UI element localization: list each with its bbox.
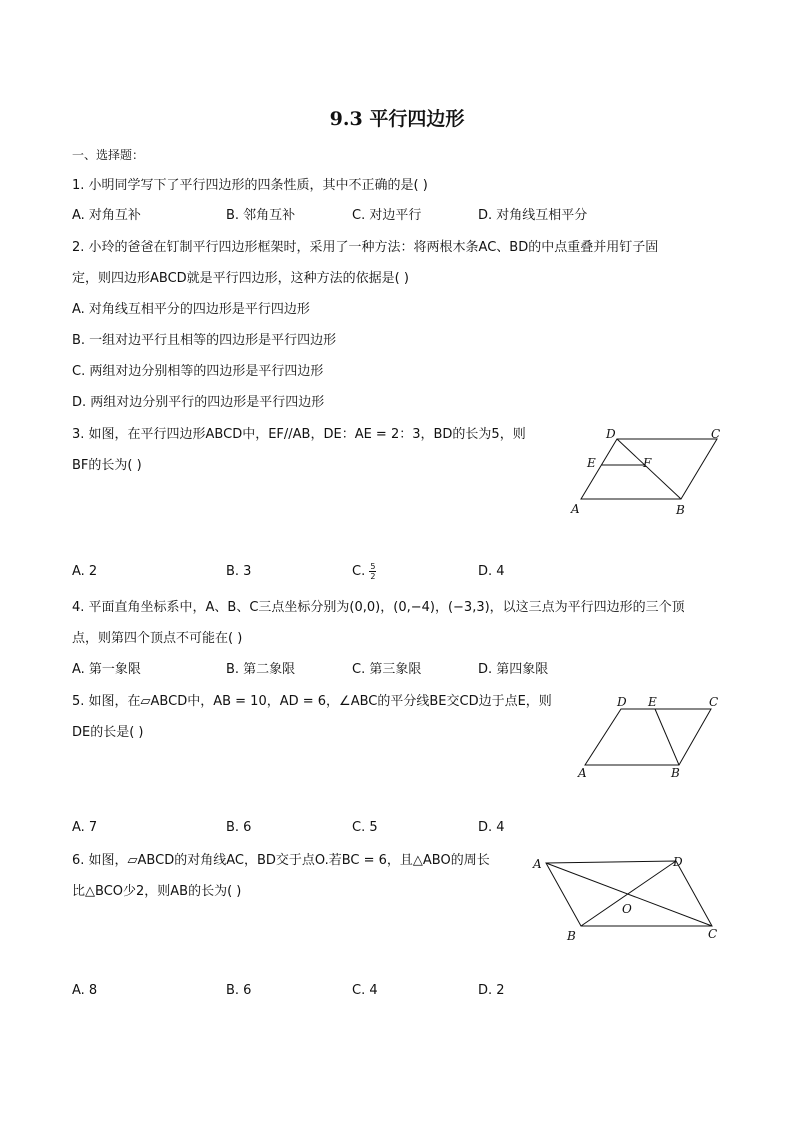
q6-diagonal-ac bbox=[546, 863, 712, 926]
q2-option-c[interactable]: C. 两组对边分别相等的四边形是平行四边形 bbox=[72, 364, 324, 379]
q5-bisector-be bbox=[655, 709, 679, 765]
q3-label-d: D bbox=[606, 427, 616, 441]
q6-option-d[interactable]: D. 2 bbox=[478, 983, 505, 998]
q6-label-a: A bbox=[533, 857, 542, 871]
q6-option-a[interactable]: A. 8 bbox=[72, 983, 98, 998]
q3-stem-line2: BF的长为( ) bbox=[72, 458, 142, 473]
page-title: 9.3 平行四边形 bbox=[329, 108, 465, 130]
q6-label-c: C bbox=[708, 927, 718, 941]
q5-label-d: D bbox=[617, 695, 627, 709]
q3-stem-line1: 3. 如图，在平行四边形ABCD中，EF//AB，DE：AE = 2：3，BD的长为5，则 bbox=[72, 427, 526, 442]
q3-fraction-denominator: 2 bbox=[370, 572, 376, 581]
q5-parallelogram-figure bbox=[570, 690, 730, 785]
q3-option-b[interactable]: B. 3 bbox=[226, 564, 252, 579]
q4-option-c[interactable]: C. 第三象限 bbox=[352, 662, 422, 677]
q5-option-d[interactable]: D. 4 bbox=[478, 820, 505, 835]
q5-label-c: C bbox=[709, 695, 719, 709]
q3-option-d[interactable]: D. 4 bbox=[478, 564, 505, 579]
q2-stem-line1: 2. 小玲的爸爸在钉制平行四边形框架时，采用了一种方法：将两根木条AC、BD的中点重叠并用钉子固 bbox=[72, 240, 659, 255]
q5-option-c[interactable]: C. 5 bbox=[352, 820, 378, 835]
q1-option-b[interactable]: B. 邻角互补 bbox=[226, 208, 296, 223]
q3-label-f: F bbox=[643, 456, 652, 470]
q4-option-d[interactable]: D. 第四象限 bbox=[478, 662, 549, 677]
q6-label-b: B bbox=[567, 929, 576, 943]
q5-label-e: E bbox=[648, 695, 657, 709]
section-heading: 一、选择题： bbox=[72, 148, 145, 162]
q2-option-a[interactable]: A. 对角线互相平分的四边形是平行四边形 bbox=[72, 302, 310, 317]
q4-option-a[interactable]: A. 第一象限 bbox=[72, 662, 141, 677]
q3-label-c: C bbox=[711, 427, 721, 441]
q5-option-b[interactable]: B. 6 bbox=[226, 820, 252, 835]
q3-label-a: A bbox=[571, 502, 580, 516]
q6-option-b[interactable]: B. 6 bbox=[226, 983, 252, 998]
q5-label-b: B bbox=[671, 766, 680, 780]
q6-stem-line2: 比△BCO少2，则AB的长为( ) bbox=[72, 884, 242, 899]
q1-option-c[interactable]: C. 对边平行 bbox=[352, 208, 422, 223]
q6-label-o: O bbox=[622, 902, 632, 916]
q3-option-c-fraction bbox=[369, 562, 376, 581]
q6-label-d: D bbox=[673, 855, 683, 869]
q5-stem-line2: DE的长是( ) bbox=[72, 725, 144, 740]
q6-stem-line1: 6. 如图，▱ABCD的对角线AC，BD交于点O.若BC = 6，且△ABO的周长 bbox=[72, 853, 490, 868]
q5-label-a: A bbox=[578, 766, 587, 780]
q4-option-b[interactable]: B. 第二象限 bbox=[226, 662, 296, 677]
q5-stem-line1: 5. 如图，在▱ABCD中，AB = 10，AD = 6，∠ABC的平分线BE交CD边于点E，则 bbox=[72, 694, 552, 709]
q2-stem-line2: 定，则四边形ABCD就是平行四边形，这种方法的依据是( ) bbox=[72, 271, 409, 286]
q3-label-b: B bbox=[676, 503, 685, 517]
q3-parallelogram-figure bbox=[560, 422, 730, 522]
q4-stem-line2: 点，则第四个顶点不可能在( ) bbox=[72, 631, 243, 646]
q5-option-a[interactable]: A. 7 bbox=[72, 820, 98, 835]
q6-parallelogram-figure bbox=[525, 850, 730, 945]
q2-option-b[interactable]: B. 一组对边平行且相等的四边形是平行四边形 bbox=[72, 333, 337, 348]
q3-option-a[interactable]: A. 2 bbox=[72, 564, 98, 579]
q5-parallelogram-outline bbox=[585, 709, 711, 765]
q3-label-e: E bbox=[587, 456, 596, 470]
q2-option-d[interactable]: D. 两组对边分别平行的四边形是平行四边形 bbox=[72, 395, 325, 410]
q6-diagonal-bd bbox=[581, 861, 676, 926]
q1-stem: 1. 小明同学写下了平行四边形的四条性质，其中不正确的是( ) bbox=[72, 178, 428, 193]
q6-option-c[interactable]: C. 4 bbox=[352, 983, 378, 998]
q1-option-a[interactable]: A. 对角互补 bbox=[72, 208, 141, 223]
q4-stem-line1: 4. 平面直角坐标系中，A、B、C三点坐标分别为(0,0)，(0,−4)，(−3,3)，以这三点为平行四边形的三个顶 bbox=[72, 600, 685, 615]
q3-option-c[interactable] bbox=[352, 562, 376, 581]
q3-option-c-label: C. bbox=[352, 564, 370, 579]
q1-option-d[interactable]: D. 对角线互相平分 bbox=[478, 208, 588, 223]
q3-fraction-numerator: 5 bbox=[370, 562, 376, 571]
